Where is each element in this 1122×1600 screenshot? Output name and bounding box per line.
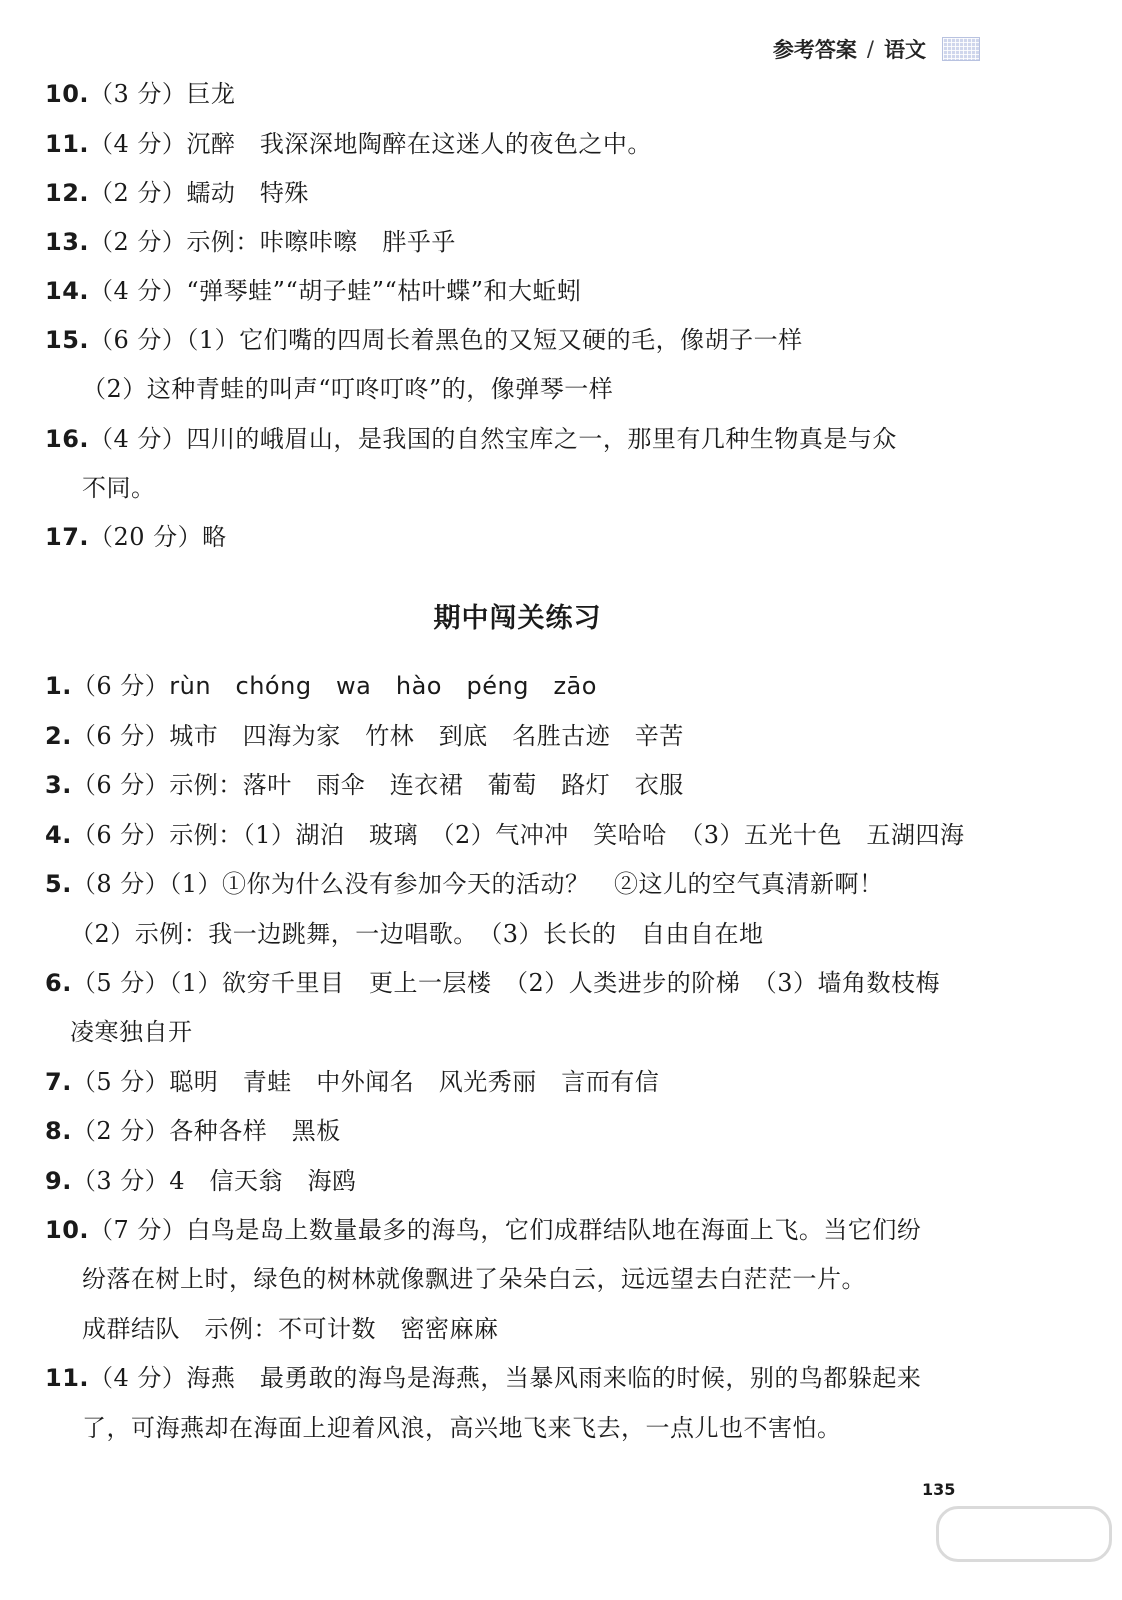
answer-8-mid: 8.（2 分）各种各样 黑板 <box>45 1117 341 1145</box>
answer-10-mid-cont: 纷落在树上时，绿色的树林就像飘进了朵朵白云，远远望去白茫茫一片。 <box>82 1265 866 1293</box>
answer-6-mid: 6.（5 分）（1）欲穷千里目 更上一层楼 （2）人类进步的阶梯 （3）墙角数枝梅 <box>45 969 941 997</box>
answer-17-top: 17.（20 分）略 <box>45 523 227 551</box>
answer-5-mid-cont: （2）示例：我一边跳舞，一边唱歌。 （3）长长的 自由自在地 <box>70 920 764 948</box>
answer-9-mid: 9.（3 分）4 信天翁 海鸥 <box>45 1167 357 1195</box>
answer-1-mid: 1.（6 分）rùn chóng wa hào péng zāo <box>45 672 597 700</box>
answer-12-top: 12.（2 分）蠕动 特殊 <box>45 179 309 207</box>
answer-11-top: 11.（4 分）沉醉 我深深地陶醉在这迷人的夜色之中。 <box>45 130 652 158</box>
answer-3-mid: 3.（6 分）示例：落叶 雨伞 连衣裙 葡萄 路灯 衣服 <box>45 771 684 799</box>
page-header <box>773 34 980 64</box>
section-title: 期中闯关练习 <box>433 603 602 634</box>
header-subject: 语文 <box>884 38 926 62</box>
answer-10-mid-cont2: 成群结队 示例：不可计数 密密麻麻 <box>82 1315 499 1343</box>
answer-13-top: 13.（2 分）示例：咔嚓咔嚓 胖乎乎 <box>45 228 456 256</box>
answer-7-mid: 7.（5 分）聪明 青蛙 中外闻名 风光秀丽 言而有信 <box>45 1068 660 1096</box>
answer-16-top: 16.（4 分）四川的峨眉山，是我国的自然宝库之一，那里有几种生物真是与众 <box>45 425 897 453</box>
watermark-logo <box>918 1506 1118 1598</box>
answer-11-mid: 11.（4 分）海燕 最勇敢的海鸟是海燕，当暴风雨来临的时候，别的鸟都躲起来 <box>45 1364 922 1392</box>
answer-6-mid-cont: 凌寒独自开 <box>70 1018 193 1046</box>
header-label: 参考答案 <box>772 38 857 62</box>
answer-5-mid: 5.（8 分）（1）①你为什么没有参加今天的活动？ ②这儿的空气真清新啊！ <box>45 870 884 898</box>
answer-15-top: 15.（6 分）（1）它们嘴的四周长着黑色的又短又硬的毛，像胡子一样 <box>45 326 803 354</box>
answer-10-top: 10.（3 分）巨龙 <box>45 80 236 108</box>
answer-15-top-cont: （2）这种青蛙的叫声“叮咚叮咚”的，像弹琴一样 <box>82 375 614 403</box>
header-separator: / <box>866 37 874 61</box>
answer-11-mid-cont: 了，可海燕却在海面上迎着风浪，高兴地飞来飞去，一点儿也不害怕。 <box>82 1414 842 1442</box>
answer-2-mid: 2.（6 分）城市 四海为家 竹林 到底 名胜古迹 辛苦 <box>45 722 684 750</box>
answer-14-top: 14.（4 分）“弹琴蛙”“胡子蛙”“枯叶蝶”和大蚯蚓 <box>45 277 582 305</box>
header-grid-icon <box>942 37 980 61</box>
watermark-badge-icon <box>936 1506 1112 1562</box>
answer-16-top-cont: 不同。 <box>82 474 156 502</box>
answer-4-mid: 4.（6 分）示例：（1）湖泊 玻璃 （2）气冲冲 笑哈哈 （3）五光十色 五湖四海 <box>45 821 965 849</box>
pinyin-answers: rùn chóng wa hào péng zāo <box>169 672 597 700</box>
answer-10-mid: 10.（7 分）白鸟是岛上数量最多的海鸟，它们成群结队地在海面上飞。当它们纷 <box>45 1216 922 1244</box>
page-number: 135 <box>922 1480 956 1499</box>
